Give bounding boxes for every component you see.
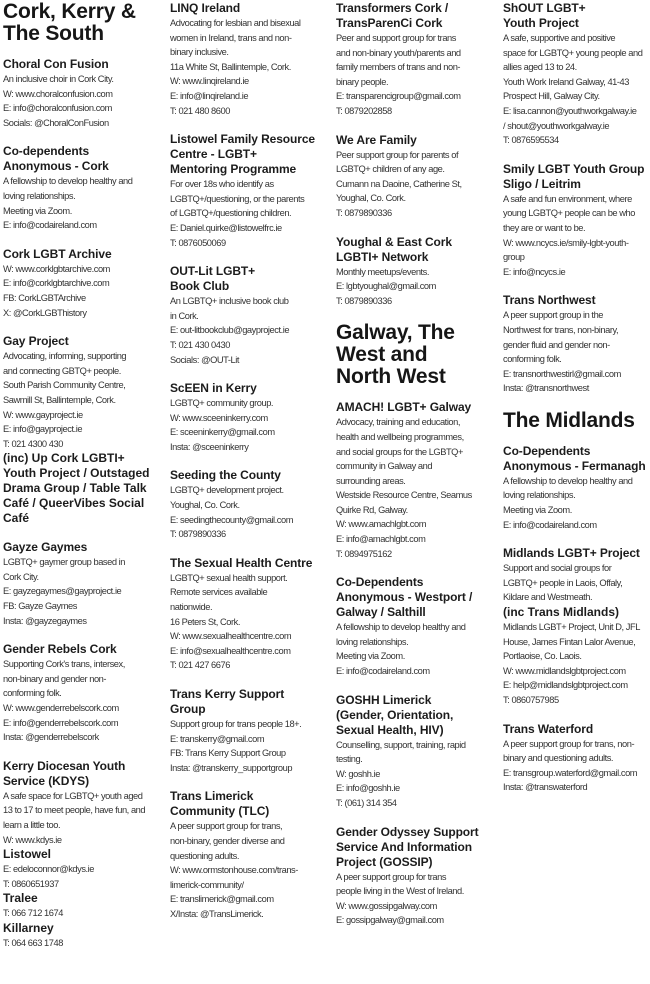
entry-name: GOSHH Limerick bbox=[336, 692, 432, 707]
directory-entry-youghal-east-cork bbox=[336, 235, 498, 309]
contact-line[interactable]: E: info@goshh.ie bbox=[336, 783, 400, 794]
entry-name: Project (GOSSIP) bbox=[336, 854, 433, 869]
entry-text: T: 0894975162 bbox=[336, 548, 392, 559]
directory-entry-seeding-the-county bbox=[170, 468, 330, 541]
contact-line[interactable]: W: www.amachlgbt.com bbox=[336, 519, 427, 530]
section-heading-line: The Midlands bbox=[503, 408, 635, 432]
entry-name: Choral Con Fusion bbox=[3, 57, 109, 71]
entry-name: Co-Dependents bbox=[336, 575, 424, 590]
entry-text: Meeting via Zoom. bbox=[336, 651, 405, 662]
entry-text: T: 021 4300 430 bbox=[3, 438, 63, 449]
entry-text: T: 0879890336 bbox=[336, 295, 392, 306]
entry-text: Meeting via Zoom. bbox=[3, 205, 72, 216]
directory-entry-out-lit-lgbt bbox=[170, 264, 330, 367]
entry-text: LGBTQ+ people in Laois, Offaly, bbox=[503, 577, 623, 588]
entry-text: A peer support group for trans, bbox=[170, 821, 283, 832]
contact-line[interactable]: E: lisa.cannon@youthworkgalway.ie bbox=[503, 105, 637, 116]
entry-text: T: 0876050069 bbox=[170, 237, 226, 248]
entry-text: testing. bbox=[336, 754, 363, 765]
section-heading-line: Cork, Kerry & bbox=[3, 0, 136, 23]
contact-line[interactable]: E: translimerick@gmail.com bbox=[170, 894, 274, 905]
entry-text: Youth Work Ireland Galway, 41-43 bbox=[503, 76, 629, 87]
column-3 bbox=[336, 1, 498, 942]
directory-entry-gender-rebels-cork bbox=[3, 642, 163, 745]
contact-line[interactable]: Socials: @ChoralConFusion bbox=[3, 117, 109, 128]
contact-line[interactable]: W: www.midlandslgbtproject.com bbox=[503, 665, 626, 676]
contact-line[interactable]: W: www.kdys.ie bbox=[3, 834, 62, 845]
directory-entry-trans-waterford bbox=[503, 722, 650, 795]
entry-name: Sexual Health, HIV) bbox=[336, 722, 444, 737]
entry-subheading: Killarney bbox=[3, 920, 54, 935]
entry-name: Listowel Family Resource bbox=[170, 132, 315, 147]
contact-line[interactable]: FB: CorkLGBTArchive bbox=[3, 292, 86, 303]
entry-text: non-binary, gender diverse and bbox=[170, 835, 285, 846]
contact-line[interactable]: W: www.ncycs.ie/smily-lgbt-youth- bbox=[503, 237, 629, 248]
contact-line[interactable]: E: info@choralconfusion.com bbox=[3, 103, 112, 114]
contact-line[interactable]: Insta: @transkerry_supportgroup bbox=[170, 762, 293, 773]
contact-line[interactable]: W: www.sexualhealthcentre.com bbox=[170, 631, 292, 642]
contact-line[interactable]: X: @CorkLGBThistory bbox=[3, 307, 87, 318]
directory-entry-cork-lgbt-archive bbox=[3, 247, 163, 320]
directory-entry-the-sexual-health-centre bbox=[170, 556, 330, 673]
entry-name: Trans Kerry Support bbox=[170, 687, 285, 701]
entry-text: Monthly meetups/events. bbox=[336, 266, 430, 277]
entry-text: Youghal, Co. Cork. bbox=[336, 193, 406, 204]
directory-entry-goshh-limerick bbox=[336, 693, 498, 811]
directory-entry-co-dependents bbox=[503, 444, 650, 532]
contact-line[interactable]: E: lgbtyoughal@gmail.com bbox=[336, 281, 436, 292]
entry-name: Anonymous - Fermanagh bbox=[503, 458, 646, 473]
contact-line[interactable]: E: info@genderrebelscork.com bbox=[3, 717, 119, 728]
contact-line[interactable]: W: www.corklgbtarchive.com bbox=[3, 263, 110, 274]
entry-name: Midlands LGBT+ Project bbox=[503, 546, 640, 561]
column-4 bbox=[503, 1, 650, 809]
section-heading-line: Galway, The bbox=[336, 321, 455, 345]
entry-text: South Parish Community Centre, bbox=[3, 380, 126, 391]
contact-line[interactable]: X/Insta: @TransLimerick. bbox=[170, 908, 264, 919]
entry-text: conforming folk. bbox=[503, 354, 562, 365]
entry-text: community in Galway and bbox=[336, 461, 433, 472]
entry-text: questioning adults. bbox=[170, 850, 239, 861]
entry-text: 16 Peters St, Cork. bbox=[170, 616, 240, 627]
entry-text: Remote services available bbox=[170, 587, 268, 598]
entry-text: Kildare and Westmeath. bbox=[503, 592, 593, 603]
entry-text: T: 021 427 6676 bbox=[170, 660, 230, 671]
contact-line[interactable]: FB: Trans Kerry Support Group bbox=[170, 748, 286, 759]
directory-entry-choral-con-fusion bbox=[3, 57, 163, 130]
contact-line[interactable]: E: info@sexualhealthcentre.com bbox=[170, 645, 291, 656]
entry-text: conforming folk. bbox=[3, 688, 62, 699]
entry-text: limerick-community/ bbox=[170, 879, 244, 890]
entry-name: Anonymous - Westport / bbox=[336, 590, 473, 605]
entry-name: Trans Waterford bbox=[503, 721, 594, 736]
contact-line[interactable]: Insta: @transwaterford bbox=[503, 782, 588, 793]
contact-line[interactable]: E: transgroup.waterford@gmail.com bbox=[503, 767, 638, 778]
entry-name: Mentoring Programme bbox=[170, 162, 297, 177]
entry-text: A fellowship to develop healthy and bbox=[503, 475, 633, 486]
entry-text: A peer support group in the bbox=[503, 310, 604, 321]
contact-line[interactable]: Insta: @sceeninkerry bbox=[170, 441, 249, 452]
entry-text: T: 021 430 0430 bbox=[170, 339, 230, 350]
directory-entry-gayze-gaymes bbox=[3, 540, 163, 628]
entry-text: young LGBTQ+ people can be who bbox=[503, 208, 635, 219]
entry-name: Youth Project bbox=[503, 16, 579, 30]
entry-name: Book Club bbox=[170, 279, 230, 294]
entry-text: women in Ireland, trans and non- bbox=[170, 32, 292, 43]
entry-name: Seeding the County bbox=[170, 468, 281, 483]
entry-text: health and wellbeing programmes, bbox=[336, 431, 464, 442]
entry-name: Smily LGBT Youth Group bbox=[503, 161, 645, 176]
contact-line[interactable]: E: info@codaireland.com bbox=[336, 666, 430, 677]
contact-line[interactable]: E: info@codaireland.com bbox=[503, 519, 597, 530]
directory-entry-listowel-family-resource bbox=[170, 132, 330, 250]
entry-text: For over 18s who identify as bbox=[170, 179, 274, 190]
directory-entry-gender-odyssey-support bbox=[336, 825, 498, 928]
entry-text: T: 0879890336 bbox=[170, 529, 226, 540]
entry-name: Transformers Cork / bbox=[336, 1, 449, 15]
entry-name: Anonymous - Cork bbox=[3, 159, 109, 174]
entry-text: binary people. bbox=[336, 76, 389, 87]
directory-entry-trans-limerick bbox=[170, 789, 330, 921]
section-heading-line: North West bbox=[336, 365, 446, 389]
contact-line[interactable]: W: www.gayproject.ie bbox=[3, 409, 83, 420]
entry-text: LGBTQ+ sexual health support. bbox=[170, 572, 288, 583]
contact-line[interactable]: T: 0860651937 bbox=[3, 878, 59, 889]
directory-entry-kerry-diocesan-youth bbox=[3, 759, 163, 951]
entry-text: T: 0879890336 bbox=[336, 207, 392, 218]
entry-text: Advocacy, training and education, bbox=[336, 417, 461, 428]
entry-text: A fellowship to develop healthy and bbox=[3, 176, 133, 187]
entry-text: binary inclusive. bbox=[170, 47, 229, 58]
entry-name: OUT-Lit LGBT+ bbox=[170, 264, 256, 279]
entry-name: Gender Rebels Cork bbox=[3, 642, 117, 657]
entry-text: Advocating for lesbian and bisexual bbox=[170, 18, 301, 28]
entry-name: TransParenCi Cork bbox=[336, 16, 443, 30]
contact-line[interactable]: E: help@midlandslgbtproject.com bbox=[503, 680, 628, 691]
entry-text: Midlands LGBT+ Project, Unit D, JFL bbox=[503, 622, 640, 633]
directory-entry-co-dependents bbox=[336, 575, 498, 678]
contact-line[interactable]: E: info@linqireland.ie bbox=[170, 90, 249, 101]
contact-line[interactable]: W: www.gossipgalway.com bbox=[336, 900, 437, 911]
entry-text: LGBTQ+ development project. bbox=[170, 485, 284, 496]
entry-text: Supporting Cork's trans, intersex, bbox=[3, 659, 125, 670]
entry-text: Support and social groups for bbox=[503, 563, 612, 574]
contact-line[interactable]: E: transparencigroup@gmail.com bbox=[336, 91, 461, 102]
column-1 bbox=[3, 1, 163, 965]
entry-text: Cumann na Daoine, Catherine St, bbox=[336, 178, 462, 189]
entry-name: Co-Dependents bbox=[503, 443, 591, 458]
directory-entry-trans-kerry-support bbox=[170, 687, 330, 775]
contact-line[interactable]: E: edeloconnor@kdys.ie bbox=[3, 864, 95, 875]
entry-text: in Cork. bbox=[170, 310, 199, 321]
contact-line[interactable]: T: 064 663 1748 bbox=[3, 937, 63, 948]
entry-text: non-binary and gender non- bbox=[3, 673, 107, 684]
directory-entry-gay-project bbox=[3, 334, 163, 526]
entry-text: loving relationships. bbox=[3, 190, 76, 201]
entry-text: LGBTQ+ gaymer group based in bbox=[3, 557, 126, 568]
entry-name: Galway / Salthill bbox=[336, 605, 426, 620]
entry-subheading: Café / QueerVibes Social bbox=[3, 496, 145, 511]
entry-name: We Are Family bbox=[336, 132, 417, 147]
contact-line[interactable]: E: gossipgalway@gmail.com bbox=[336, 915, 444, 926]
contact-line[interactable]: E: seedingthecounty@gmail.com bbox=[170, 514, 293, 525]
entry-name: Community (TLC) bbox=[170, 804, 270, 819]
directory-entry-sceen-in-kerry bbox=[170, 381, 330, 454]
directory-entry-linq-ireland bbox=[170, 1, 330, 118]
entry-text: A fellowship to develop healthy and bbox=[336, 622, 466, 633]
directory-entry-trans-northwest bbox=[503, 293, 650, 396]
entry-text: family members of trans and non- bbox=[336, 62, 461, 73]
entry-text: Meeting via Zoom. bbox=[503, 505, 572, 516]
entry-text: A safe, supportive and positive bbox=[503, 33, 616, 43]
entry-name: Trans Northwest bbox=[503, 293, 596, 308]
contact-line[interactable]: E: info@ncycs.ie bbox=[503, 266, 566, 277]
section-heading bbox=[3, 1, 163, 45]
entry-text: gender fluid and gender non- bbox=[503, 339, 610, 350]
entry-name: Sligo / Leitrim bbox=[503, 176, 581, 191]
directory-entry-co-dependents bbox=[3, 144, 163, 232]
directory-entry-shout-lgbt bbox=[503, 1, 650, 148]
entry-text: House, James Fintan Lalor Avenue, bbox=[503, 636, 636, 647]
contact-line[interactable]: W: www.choralconfusion.com bbox=[3, 88, 113, 99]
contact-line[interactable]: E: Daniel.quirke@listowelfrc.ie bbox=[170, 222, 282, 233]
contact-line[interactable]: E: info@corklgbtarchive.com bbox=[3, 278, 110, 289]
entry-name: Centre - LGBT+ bbox=[170, 147, 257, 162]
contact-line[interactable]: E: info@gayproject.ie bbox=[3, 424, 83, 435]
entry-text: T: 021 480 8600 bbox=[170, 105, 230, 116]
contact-line[interactable]: FB: Gayze Gaymes bbox=[3, 601, 77, 612]
entry-name: Gender Odyssey Support bbox=[336, 824, 479, 839]
entry-subheading: (inc Trans Midlands) bbox=[503, 605, 620, 620]
entry-text: Cork City. bbox=[3, 571, 39, 582]
entry-text: Westside Resource Centre, Seamus bbox=[336, 490, 472, 501]
entry-text: surrounding areas. bbox=[336, 475, 406, 486]
entry-name: Youghal & East Cork bbox=[336, 234, 452, 249]
entry-name: Group bbox=[170, 702, 206, 716]
contact-line[interactable]: E: transkerry@gmail.com bbox=[170, 733, 265, 744]
entry-text: An inclusive choir in Cork City. bbox=[3, 74, 114, 84]
contact-line[interactable]: / shout@youthworkgalway.ie bbox=[503, 120, 610, 131]
section-heading-line: The South bbox=[3, 22, 104, 45]
entry-name: (Gender, Orientation, bbox=[336, 707, 454, 722]
entry-text: Portlaoise, Co. Laois. bbox=[503, 651, 582, 662]
directory-entry-we-are-family bbox=[336, 133, 498, 221]
entry-text: Northwest for trans, non-binary, bbox=[503, 324, 619, 335]
contact-line[interactable]: E: gayzegaymes@gayproject.ie bbox=[3, 586, 122, 597]
entry-text: Counselling, support, training, rapid bbox=[336, 739, 466, 750]
entry-text: learn a little too. bbox=[3, 820, 61, 830]
entry-text: LGBTQ+/questioning, or the parents bbox=[170, 193, 305, 204]
entry-name: Service And Information bbox=[336, 839, 472, 854]
entry-text: A peer support group for trans, non- bbox=[503, 738, 635, 749]
contact-line[interactable]: T: 0860757985 bbox=[503, 695, 559, 705]
contact-line[interactable]: W: goshh.ie bbox=[336, 768, 380, 779]
entry-name: Kerry Diocesan Youth bbox=[3, 758, 126, 773]
entry-text: they are or want to be. bbox=[503, 222, 586, 233]
entry-text: A safe and fun environment, where bbox=[503, 193, 632, 204]
directory-entry-amach-lgbt-galway bbox=[336, 400, 498, 561]
contact-line[interactable]: Insta: @genderrebelscork bbox=[3, 732, 99, 743]
entry-subheading: Tralee bbox=[3, 891, 38, 906]
entry-name: ScEEN in Kerry bbox=[170, 381, 257, 396]
section-heading bbox=[336, 322, 498, 388]
contact-line[interactable]: T: 066 712 1674 bbox=[3, 908, 63, 919]
entry-text: Peer and support group for trans bbox=[336, 33, 456, 43]
entry-subheading: Café bbox=[3, 511, 30, 526]
entry-name: Gayze Gaymes bbox=[3, 540, 88, 555]
entry-name: Trans Limerick bbox=[170, 789, 254, 804]
contact-line[interactable]: W: www.genderrebelscork.com bbox=[3, 703, 119, 714]
entry-text: allies aged 13 to 24. bbox=[503, 62, 577, 73]
entry-name: AMACH! LGBT+ Galway bbox=[336, 400, 472, 415]
entry-text: nationwide. bbox=[170, 602, 213, 613]
entry-name: Service (KDYS) bbox=[3, 773, 89, 788]
entry-text: and non-binary youth/parents and bbox=[336, 47, 461, 58]
entry-text: T: 0879202858 bbox=[336, 105, 392, 116]
entry-text: Support group for trans people 18+. bbox=[170, 719, 302, 729]
entry-name: LINQ Ireland bbox=[170, 1, 241, 15]
entry-text: Sawmill St, Ballintemple, Cork. bbox=[3, 394, 116, 405]
entry-name: ShOUT LGBT+ bbox=[503, 1, 586, 15]
contact-line[interactable]: Insta: @transnorthwest bbox=[503, 383, 589, 394]
entry-subheading: (inc) Up Cork LGBTI+ bbox=[3, 451, 125, 466]
entry-text: binary and questioning adults. bbox=[503, 753, 614, 764]
contact-line[interactable]: W: www.linqireland.ie bbox=[170, 76, 249, 87]
entry-subheading: Youth Project / Outstaged bbox=[3, 466, 150, 481]
entry-text: people living in the West of Ireland. bbox=[336, 886, 464, 897]
entry-text: group bbox=[503, 252, 525, 263]
contact-line[interactable]: Insta: @gayzegaymes bbox=[3, 615, 87, 626]
entry-text: Quirke Rd, Galway. bbox=[336, 504, 408, 515]
contact-line[interactable]: E: info@amachlgbt.com bbox=[336, 534, 426, 545]
entry-text: of LGBTQ+/questioning children. bbox=[170, 208, 292, 219]
entry-name: Co-dependents bbox=[3, 144, 90, 159]
entry-text: Youghal, Co. Cork. bbox=[170, 500, 240, 511]
entry-text: Advocating, informing, supporting bbox=[3, 351, 127, 362]
entry-text: T: (061) 314 354 bbox=[336, 798, 397, 808]
directory-entry-smily-lgbt-youth-group bbox=[503, 162, 650, 280]
entry-text: A peer support group for trans bbox=[336, 871, 447, 882]
contact-line[interactable]: E: info@codaireland.com bbox=[3, 220, 97, 231]
directory-entry-midlands-lgbt-project bbox=[503, 546, 650, 707]
entry-subheading: Drama Group / Table Talk bbox=[3, 481, 147, 496]
entry-text: 13 to 17 to meet people, have fun, and bbox=[3, 805, 146, 816]
contact-line[interactable]: W: www.ormstonhouse.com/trans- bbox=[170, 865, 298, 876]
contact-line[interactable]: E: out-litbookclub@gayproject.ie bbox=[170, 325, 290, 336]
entry-text: space for LGBTQ+ young people and bbox=[503, 47, 643, 58]
contact-line[interactable]: E: sceeninkerry@gmail.com bbox=[170, 427, 275, 438]
entry-text: A safe space for LGBTQ+ youth aged bbox=[3, 790, 143, 801]
contact-line[interactable]: W: www.sceeninkerry.com bbox=[170, 412, 268, 423]
contact-line[interactable]: Socials: @OUT-Lit bbox=[170, 354, 239, 365]
entry-subheading: Listowel bbox=[3, 847, 52, 862]
entry-text: LGBTQ+ children of any age. bbox=[336, 164, 445, 175]
section-heading bbox=[503, 410, 650, 432]
entry-text: LGBTQ+ community group. bbox=[170, 398, 274, 409]
entry-text: loving relationships. bbox=[503, 490, 576, 501]
entry-text: T: 0876595534 bbox=[503, 135, 559, 146]
column-2 bbox=[170, 1, 330, 936]
entry-text: Peer support group for parents of bbox=[336, 149, 459, 160]
contact-line[interactable]: E: transnorthwestirl@gmail.com bbox=[503, 368, 621, 379]
entry-name: The Sexual Health Centre bbox=[170, 555, 313, 570]
entry-name: Cork LGBT Archive bbox=[3, 246, 112, 261]
entry-text: Prospect Hill, Galway City. bbox=[503, 91, 600, 102]
entry-text: 11a White St, Ballintemple, Cork. bbox=[170, 61, 291, 72]
entry-text: An LGBTQ+ inclusive book club bbox=[170, 296, 289, 307]
entry-text: and connecting GBTQ+ people. bbox=[3, 365, 121, 376]
entry-text: and social groups for the LGBTQ+ bbox=[336, 446, 463, 457]
directory-entry-transformers-cork bbox=[336, 1, 498, 119]
entry-name: Gay Project bbox=[3, 334, 69, 349]
entry-text: loving relationships. bbox=[336, 636, 409, 647]
section-heading-line: West and bbox=[336, 343, 428, 367]
entry-name: LGBTI+ Network bbox=[336, 249, 429, 264]
